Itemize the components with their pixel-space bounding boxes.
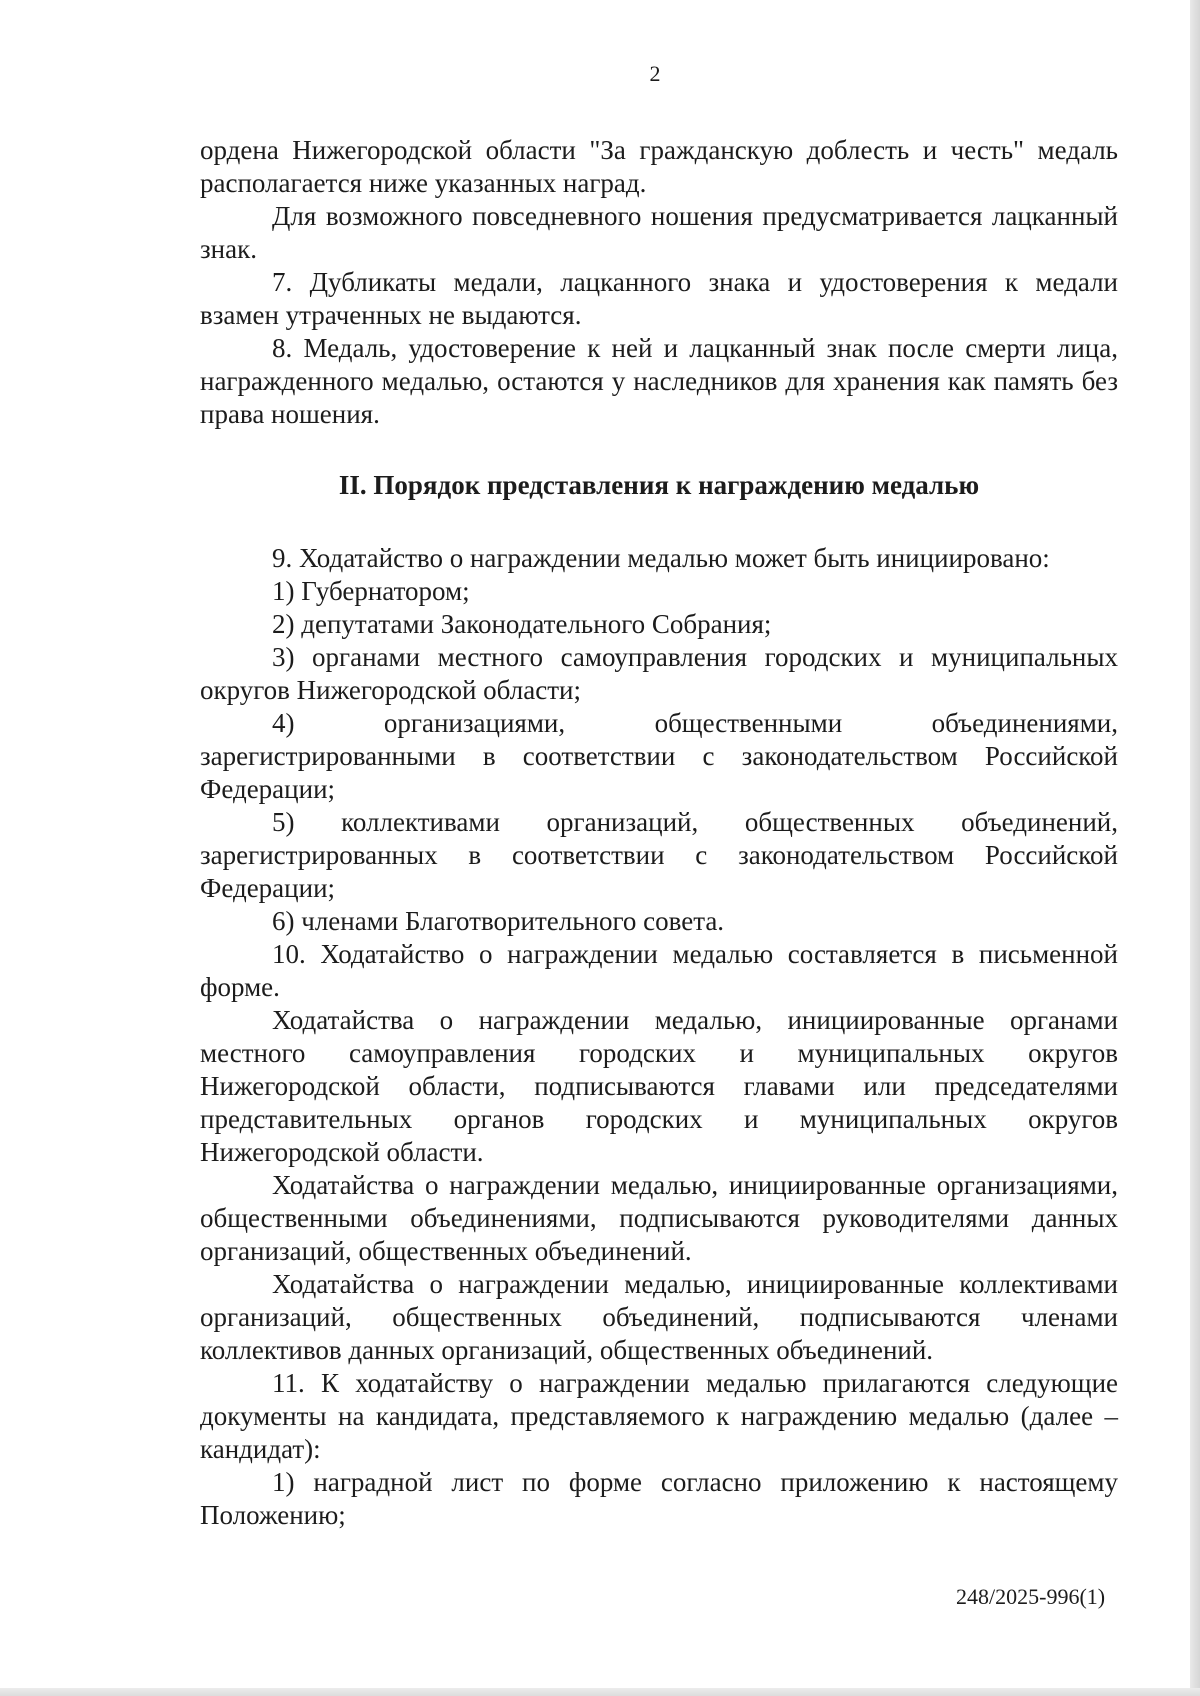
list-item: 4) организациями, общественными объединениями, зарегистрированными в соответствии с законодательством Российской Федерации; (200, 708, 1118, 804)
list-item: 5) коллективами организаций, общественных объединений, зарегистрированных в соответствии с законодательством Российской Федерации; (200, 807, 1118, 903)
list-item: 1) Губернатором; (272, 576, 470, 606)
paragraph: Ходатайства о награждении медалью, инициированные органами местного самоуправления городских и муниципальных округов Нижегородской области, подписываются главами или председателями представительных органов городских и муниципальных округов Нижегородской области. (200, 1005, 1118, 1167)
paragraph: Ходатайства о награждении медалью, инициированные организациями, общественными объединениями, подписываются руководителями данных организаций, общественных объединений. (200, 1170, 1118, 1266)
paragraph: Для возможного повседневного ношения предусматривается лацканный знак. (200, 201, 1118, 264)
paragraph: 10. Ходатайство о награждении медалью составляется в письменной форме. (200, 939, 1118, 1002)
paragraph: 7. Дубликаты медали, лацканного знака и удостоверения к медали взамен утраченных не выдаются. (200, 267, 1118, 330)
document-code: 248/2025-996(1) (956, 1584, 1106, 1609)
list-item: 3) органами местного самоуправления городских и муниципальных округов Нижегородской области; (200, 642, 1118, 705)
list-item: 6) членами Благотворительного совета. (272, 906, 725, 936)
paragraph: 8. Медаль, удостоверение к ней и лацканный знак после смерти лица, награжденного медалью, остаются у наследников для хранения как память без права ношения. (200, 333, 1118, 429)
list-item: 1) наградной лист по форме согласно приложению к настоящему Положению; (200, 1467, 1118, 1530)
page-number: 2 (649, 61, 661, 86)
list-item: 2) депутатами Законодательного Собрания; (272, 609, 772, 639)
paragraph: ордена Нижегородской области "За гражданскую доблесть и честь" медаль располагается ниже указанных наград. (200, 135, 1118, 198)
paragraph: 11. К ходатайству о награждении медалью прилагаются следующие документы на кандидата, представляемого к награждению медалью (далее – кандидат): (200, 1368, 1118, 1464)
paragraph: Ходатайства о награждении медалью, инициированные коллективами организаций, общественных объединений, подписываются членами коллективов данных организаций, общественных объединений. (200, 1269, 1118, 1365)
text-body (200, 134, 1118, 1532)
scan-edge-bottom (0, 1688, 1200, 1696)
section-heading: II. Порядок представления к награждению медалью (338, 470, 980, 500)
scan-edge-right (1190, 0, 1200, 1696)
paragraph: 9. Ходатайство о награждении медалью может быть инициировано: (272, 543, 1050, 573)
